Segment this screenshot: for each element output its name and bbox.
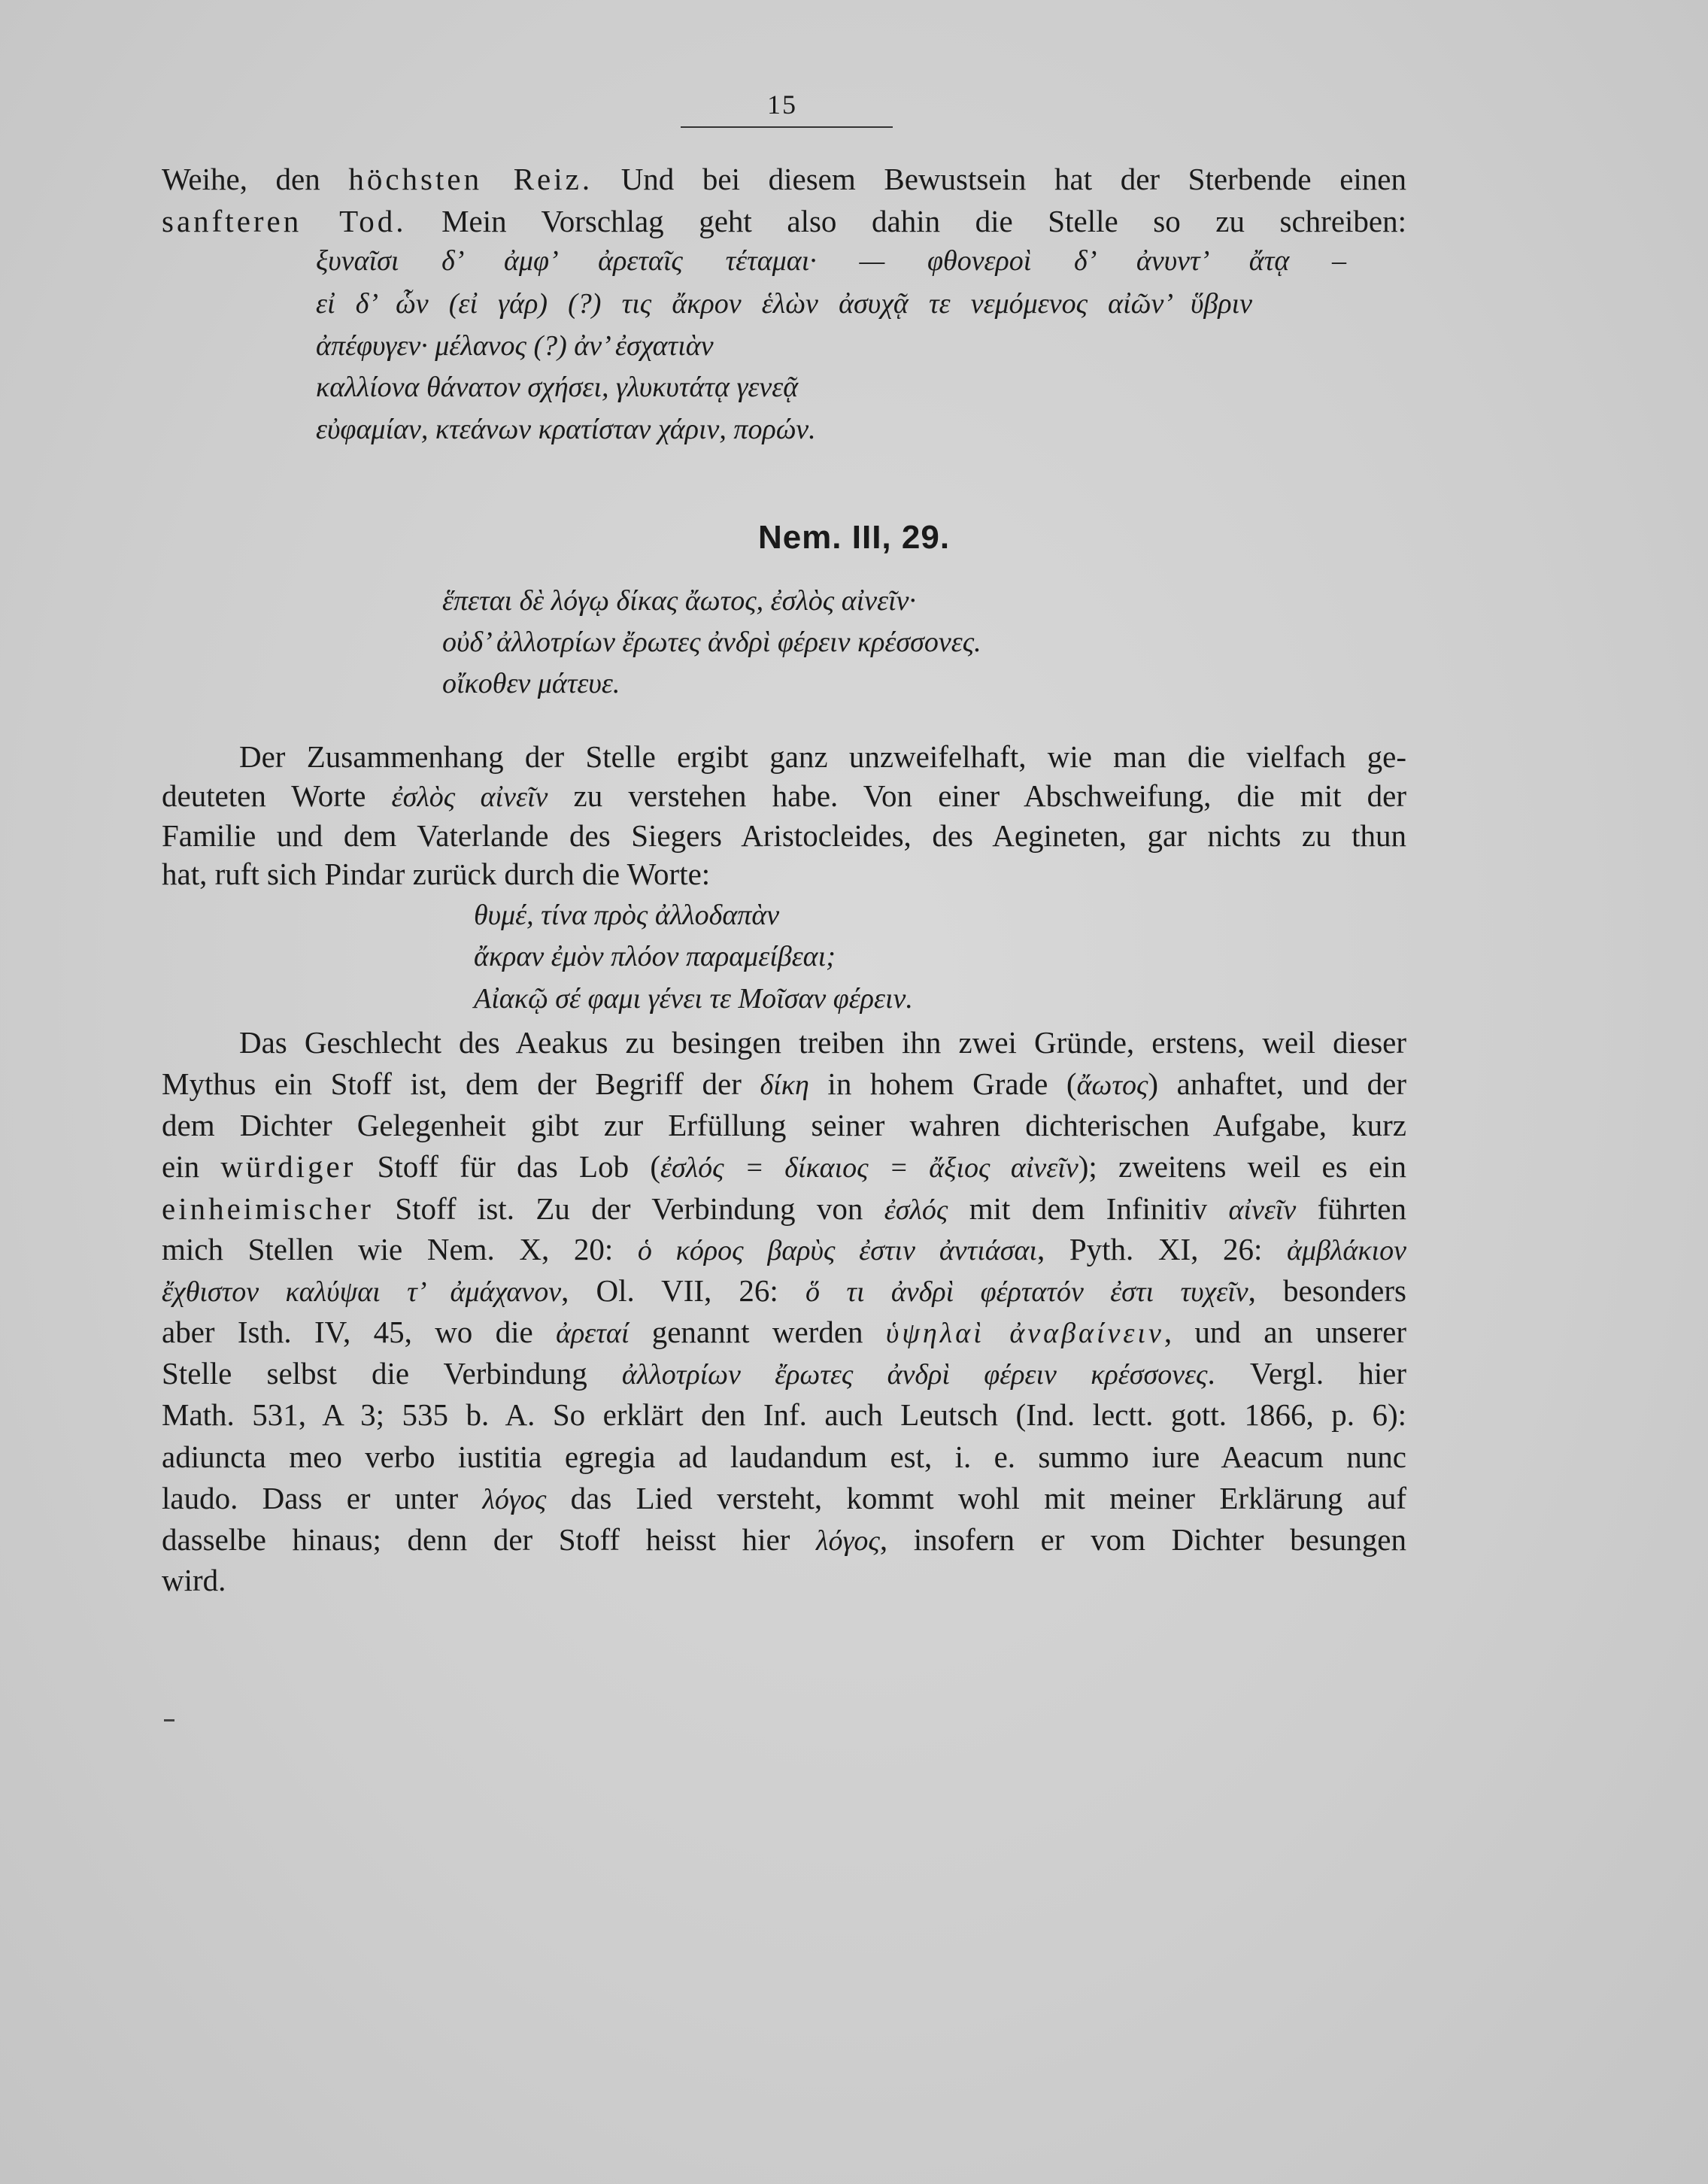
text-line: Das Geschlecht des Aeakus zu besingen treiben ihn zwei Gründe, erstens, weil dieser bbox=[239, 1025, 1406, 1060]
verse-line: θυμέ, τίνα πρὸς ἀλλοδαπὰν bbox=[474, 899, 780, 931]
text-line: Stelle selbst die Verbindung ἀλλοτρίων ἔρωτες ἀνδρὶ φέρειν κρέσσονες. Vergl. hier bbox=[162, 1356, 1406, 1391]
section-heading: Nem. III, 29. bbox=[757, 519, 951, 556]
verse-line: εὐφαμίαν, κτεάνων κρατίσταν χάριν, πορών. bbox=[316, 414, 816, 445]
page-number: 15 bbox=[767, 89, 797, 120]
margin-mark bbox=[164, 1719, 174, 1721]
text-line: wird. bbox=[162, 1563, 226, 1597]
text-line: Weihe, den höchsten Reiz. Und bei diesem Bewustsein hat der Sterbende einen bbox=[162, 162, 1406, 196]
text-line: sanfteren Tod. Mein Vorschlag geht also dahin die Stelle so zu schreiben: bbox=[162, 204, 1407, 238]
verse-line: ἕπεται δὲ λόγῳ δίκας ἄωτος, ἐσλὸς αἰνεῖν· bbox=[442, 585, 916, 617]
verse-line: οἴκοθεν μάτευε. bbox=[442, 668, 620, 699]
text-line: Der Zusammenhang der Stelle ergibt ganz unzweifelhaft, wie man die vielfach ge- bbox=[239, 739, 1406, 774]
text-line: deuteten Worte ἐσλὸς αἰνεῖν zu verstehen habe. Von einer Abschweifung, die mit der bbox=[162, 778, 1406, 813]
text-line: ein würdiger Stoff für das Lob (ἐσλός = δίκαιος = ἄξιος αἰνεῖν); zweitens weil es ein bbox=[162, 1149, 1406, 1184]
verse-line: ξυναῖσι δ’ ἀμφ’ ἀρεταῖς τέταμαι· — φθονεροὶ δ’ ἀνυντ’ ἄτᾳ – bbox=[316, 245, 1346, 277]
text-line: aber Isth. IV, 45, wo die ἀρεταί genannt werden ὑψηλαὶ ἀναβαίνειν, und an unserer bbox=[162, 1315, 1406, 1349]
verse-line: εἰ δ’ ὧν (εἰ γάρ) (?) τις ἄκρον ἑλὼν ἀσυχᾷ τε νεμόμενος αἰῶν’ ὕβριν bbox=[316, 288, 1252, 320]
verse-line: οὐδ’ ἀλλοτρίων ἔρωτες ἀνδρὶ φέρειν κρέσσονες. bbox=[442, 626, 981, 658]
text-line: dasselbe hinaus; denn der Stoff heisst hier λόγος, insofern er vom Dichter besungen bbox=[162, 1522, 1406, 1557]
verse-line: ἄκραν ἐμὸν πλόον παραμείβεαι; bbox=[474, 941, 836, 972]
verse-line: καλλίονα θάνατον σχήσει, γλυκυτάτᾳ γενεᾷ bbox=[316, 372, 799, 403]
text-line: mich Stellen wie Nem. X, 20: ὁ κόρος βαρὺς ἐστιν ἀντιάσαι, Pyth. XI, 26: ἀμβλάκιον bbox=[162, 1232, 1406, 1266]
header-rule bbox=[681, 126, 893, 128]
text-line: Familie und dem Vaterlande des Siegers Aristocleides, des Aegineten, gar nichts zu thun bbox=[162, 818, 1406, 853]
text-line: ἔχθιστον καλύψαι τ’ ἀμάχανον, Ol. VII, 26: ὅ τι ἀνδρὶ φέρτατόν ἐστι τυχεῖν, besonders bbox=[162, 1273, 1406, 1308]
text-line: Mythus ein Stoff ist, dem der Begriff der δίκη in hohem Grade (ἄωτος) anhaftet, und der bbox=[162, 1066, 1406, 1101]
text-line: hat, ruft sich Pindar zurück durch die Worte: bbox=[162, 857, 711, 891]
text-line: adiuncta meo verbo iustitia egregia ad laudandum est, i. e. summo iure Aeacum nunc bbox=[162, 1439, 1406, 1474]
text-line: einheimischer Stoff ist. Zu der Verbindung von ἐσλός mit dem Infinitiv αἰνεῖν führten bbox=[162, 1191, 1406, 1226]
text-line: laudo. Dass er unter λόγος das Lied versteht, kommt wohl mit meiner Erklärung auf bbox=[162, 1481, 1407, 1515]
verse-line: Αἰακῷ σέ φαμι γένει τε Μοῖσαν φέρειν. bbox=[474, 983, 913, 1015]
verse-line: ἀπέφυγεν· μέλανος (?) ἀν’ ἐσχατιὰν bbox=[316, 330, 714, 362]
text-line: dem Dichter Gelegenheit gibt zur Erfüllung seiner wahren dichterischen Aufgabe, kurz bbox=[162, 1108, 1406, 1142]
text-line: Math. 531, A 3; 535 b. A. So erklärt den Inf. auch Leutsch (Ind. lectt. gott. 1866, p. 6): bbox=[162, 1397, 1406, 1432]
